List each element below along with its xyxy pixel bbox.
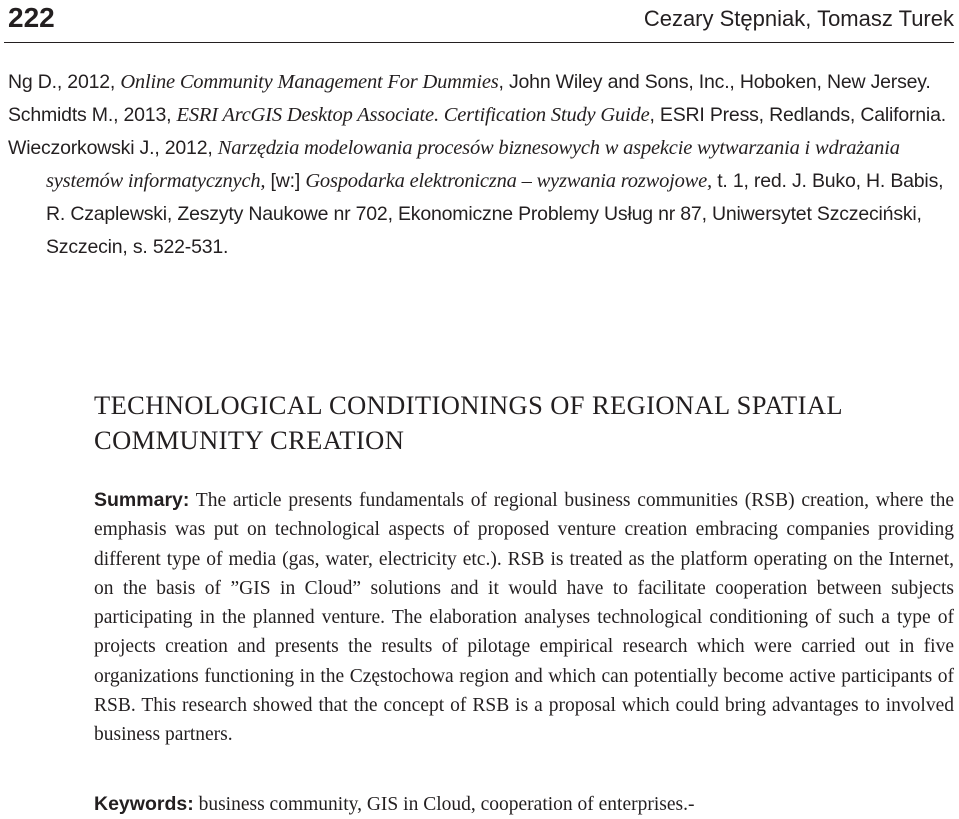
keywords-paragraph (94, 790, 954, 819)
reference-publisher: t. 1, red. J. Buko, H. Babis, R. Czaplewski, Zeszyty Naukowe nr 702, Ekonomiczne Problemy Usług nr 87, Uniwersytet Szczeciński, Szczecin, s. 522-531. (46, 170, 944, 258)
reference-publisher: , ESRI Press, Redlands, California. (649, 104, 946, 126)
running-header (4, 0, 954, 43)
reference-year: , 2012, (154, 137, 218, 159)
reference-publisher: , John Wiley and Sons, Inc., Hoboken, New Jersey. (498, 71, 931, 93)
abstract-title: TECHNOLOGICAL CONDITIONINGS OF REGIONAL SPATIAL COMMUNITY CREATION (94, 390, 843, 455)
keywords-text: business community, GIS in Cloud, cooperation of enterprises.- (193, 794, 695, 815)
reference-item (8, 99, 953, 132)
reference-title: ESRI ArcGIS Desktop Associate. Certification Study Guide (176, 104, 650, 126)
reference-author: Ng D. (8, 71, 57, 93)
reference-author: Schmidts M. (8, 104, 114, 126)
reference-item (8, 66, 953, 99)
reference-item (8, 132, 953, 264)
summary-label: Summary: (94, 489, 190, 511)
reference-year: , 2013, (113, 104, 177, 126)
reference-author: Wieczorkowski J. (8, 137, 155, 159)
running-header-authors: Cezary Stępniak, Tomasz Turek (643, 6, 954, 31)
page-number: 222 (8, 2, 55, 33)
english-abstract (94, 388, 954, 815)
reference-list (8, 66, 953, 264)
reference-title: Narzędzia modelowania procesów biznesowych w aspekcie wytwarzania i wdrażania systemów informatycznych, (46, 137, 900, 192)
summary-paragraph (94, 486, 954, 750)
keywords-label: Keywords: (94, 793, 194, 815)
reference-in-marker: [w:] (265, 170, 306, 192)
reference-title: Online Community Management For Dummies (120, 71, 499, 93)
reference-year: , 2012, (56, 71, 121, 93)
reference-book-title: Gospodarka elektroniczna – wyzwania rozwojowe, (305, 170, 712, 192)
summary-text: The article presents fundamentals of regional business communities (RSB) creation, where the emphasis was put on technological aspects of proposed venture creation embracing companies providing different type of media (gas, water, electricity etc.). RSB is treated as the platform operating on the Internet, on the basis of ”GIS in Cloud” solutions and it would have to facilitate cooperation between subjects participating in the planned venture. The elaboration analyses technological conditioning of such a type of projects creation and presents the results of pilotage empirical research which were carried out in five organizations functioning in the Częstochowa region and which can potentially become active participants of RSB. This research showed that the concept of RSB is a proposal which could bring advantages to involved business partners. (94, 490, 954, 746)
